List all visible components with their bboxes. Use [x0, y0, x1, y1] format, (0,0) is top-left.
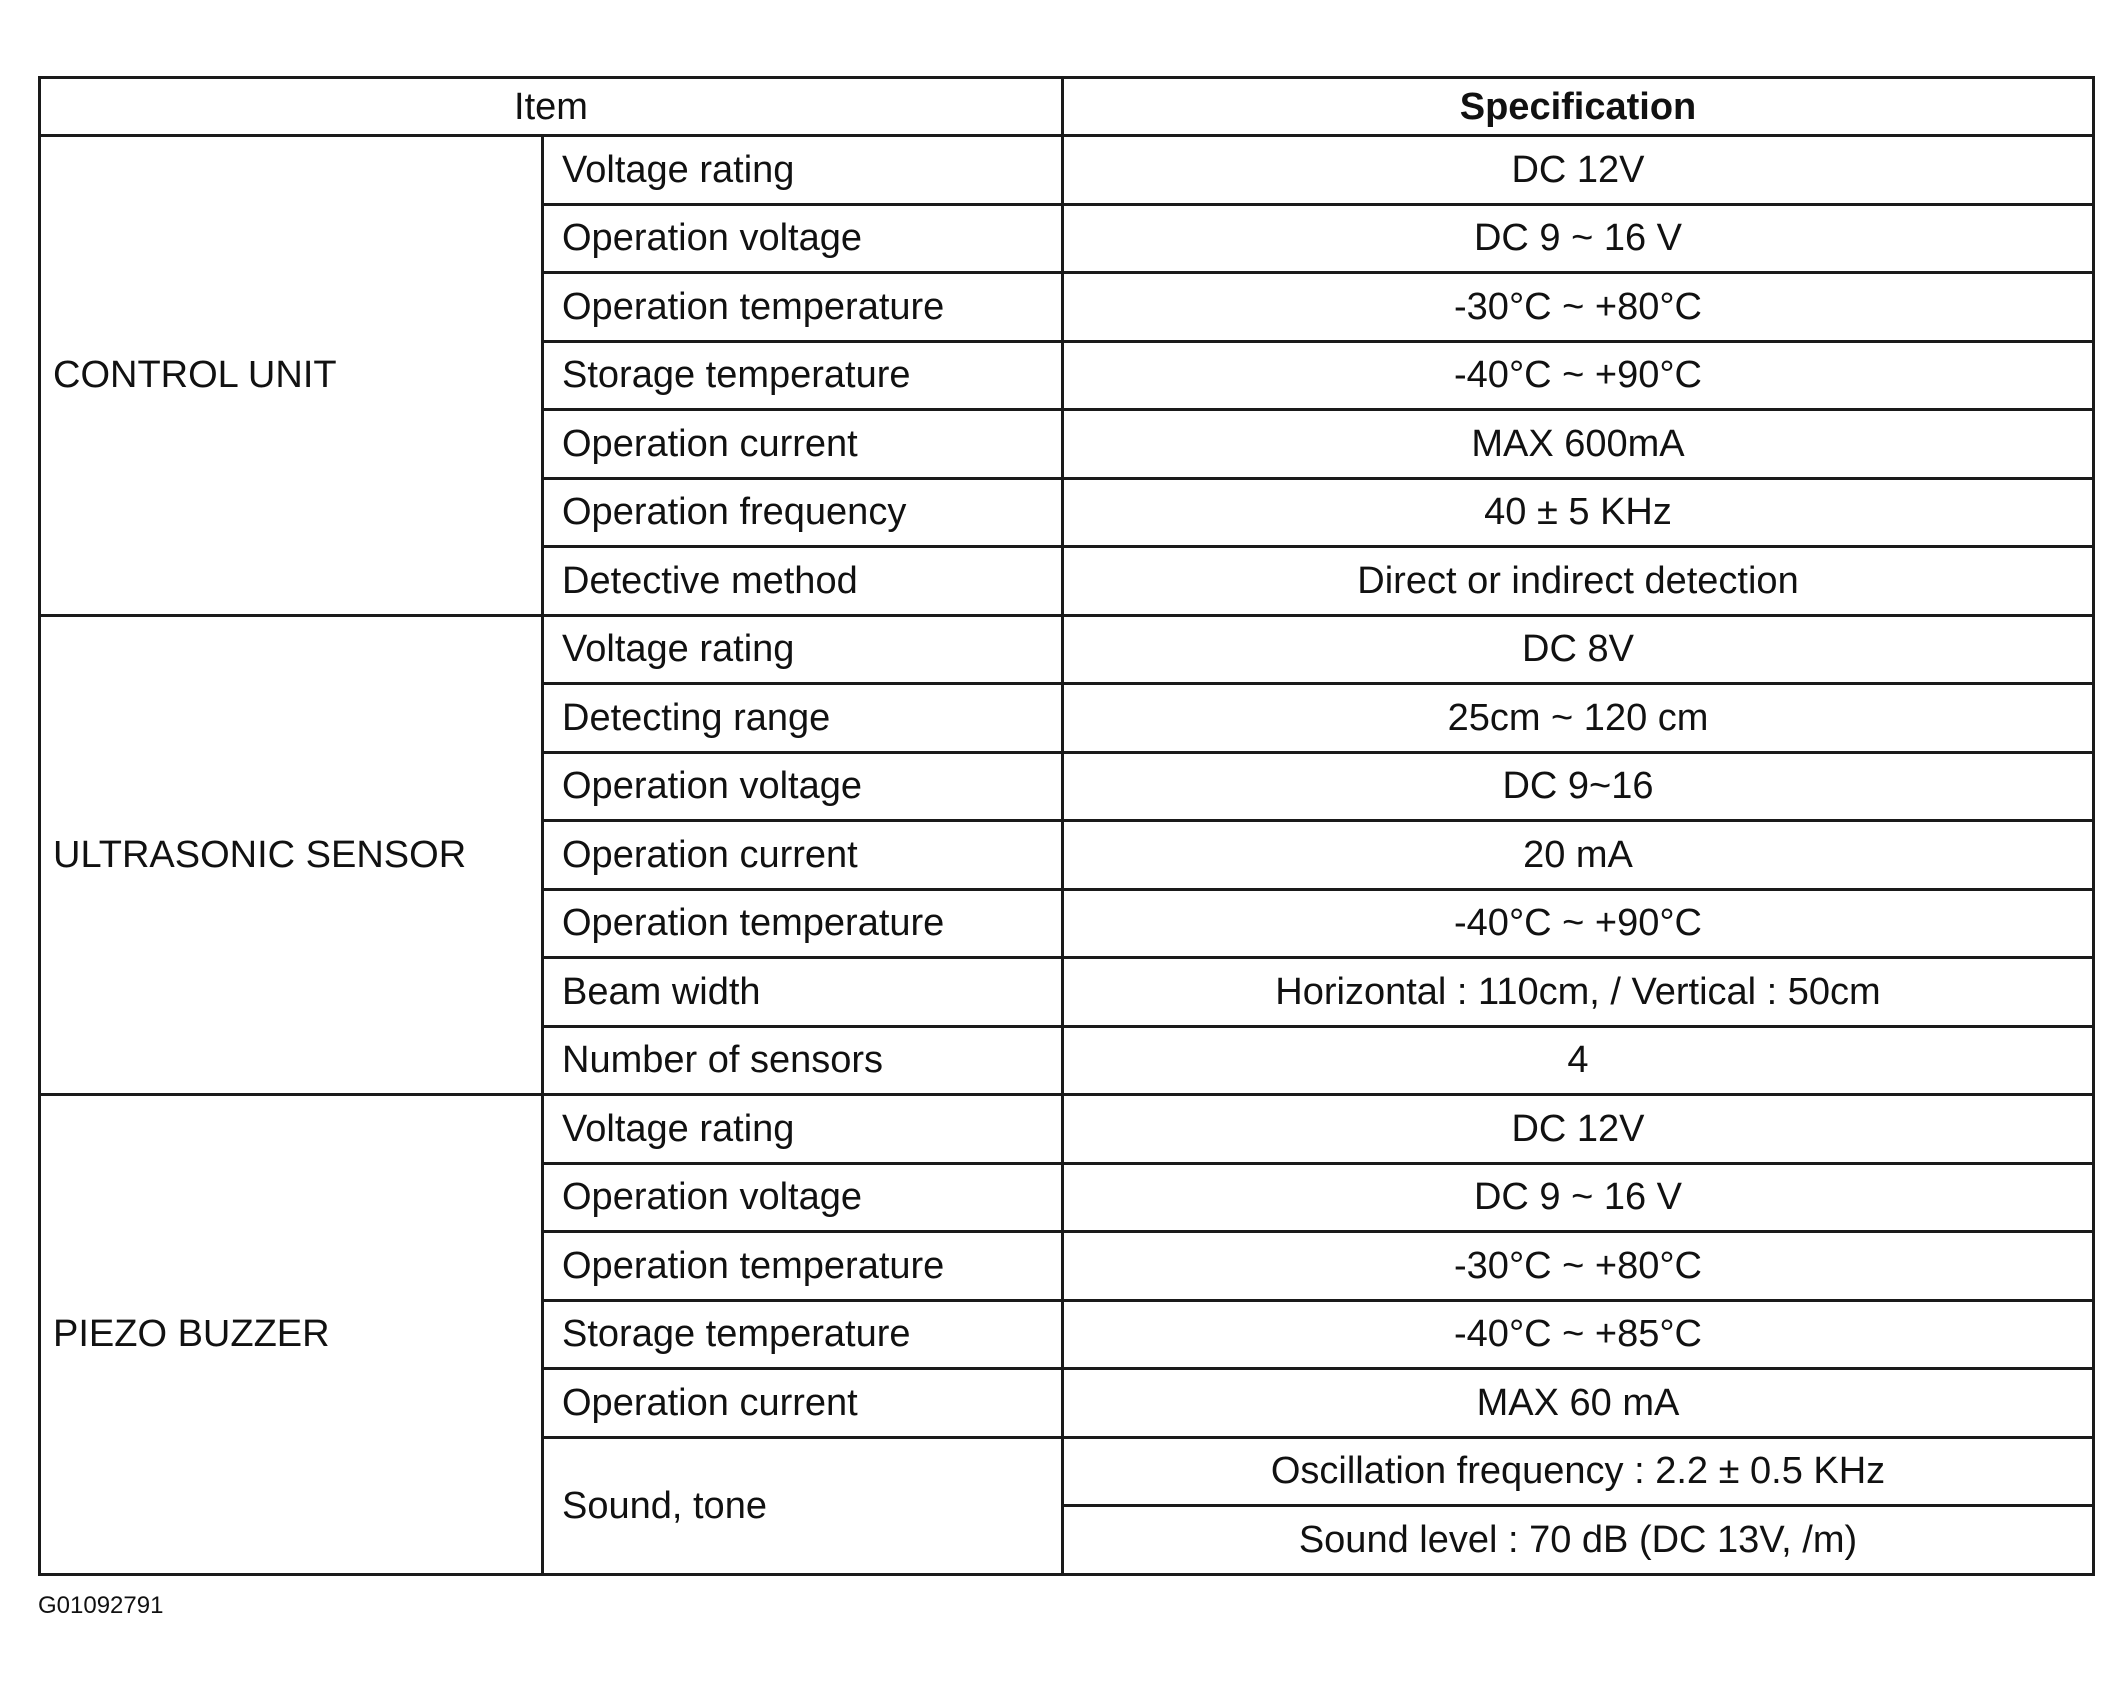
value-cell: DC 9 ~ 16 V	[1063, 204, 2094, 273]
param-cell: Operation voltage	[543, 1163, 1063, 1232]
spec-table	[38, 76, 2095, 1576]
value-cell: DC 9 ~ 16 V	[1063, 1163, 2094, 1232]
value-cell: DC 12V	[1063, 136, 2094, 205]
value-cell: DC 12V	[1063, 1095, 2094, 1164]
header-specification: Specification	[1063, 78, 2094, 136]
value-cell: 25cm ~ 120 cm	[1063, 684, 2094, 753]
param-cell: Operation temperature	[543, 1232, 1063, 1301]
param-cell: Operation current	[543, 821, 1063, 890]
param-cell: Detective method	[543, 547, 1063, 616]
value-cell: -40°C ~ +90°C	[1063, 341, 2094, 410]
header-row	[40, 78, 2094, 136]
param-cell: Voltage rating	[543, 1095, 1063, 1164]
value-cell: 4	[1063, 1026, 2094, 1095]
value-cell: -30°C ~ +80°C	[1063, 273, 2094, 342]
group-label-piezo-buzzer: PIEZO BUZZER	[40, 1095, 543, 1575]
value-cell: DC 8V	[1063, 615, 2094, 684]
group-label-control-unit: CONTROL UNIT	[40, 136, 543, 616]
value-cell: -30°C ~ +80°C	[1063, 1232, 2094, 1301]
param-cell: Sound, tone	[543, 1437, 1063, 1574]
param-cell: Operation current	[543, 1369, 1063, 1438]
value-cell: 40 ± 5 KHz	[1063, 478, 2094, 547]
table-row	[40, 1095, 2094, 1164]
param-cell: Operation voltage	[543, 204, 1063, 273]
param-cell: Beam width	[543, 958, 1063, 1027]
param-cell: Operation temperature	[543, 889, 1063, 958]
param-cell: Detecting range	[543, 684, 1063, 753]
value-cell: DC 9~16	[1063, 752, 2094, 821]
param-cell: Storage temperature	[543, 1300, 1063, 1369]
table-row	[40, 615, 2094, 684]
value-cell: 20 mA	[1063, 821, 2094, 890]
param-cell: Storage temperature	[543, 341, 1063, 410]
value-cell: Horizontal : 110cm, / Vertical : 50cm	[1063, 958, 2094, 1027]
group-label-ultrasonic-sensor: ULTRASONIC SENSOR	[40, 615, 543, 1095]
param-cell: Operation frequency	[543, 478, 1063, 547]
value-cell: Oscillation frequency : 2.2 ± 0.5 KHz	[1063, 1437, 2094, 1506]
value-cell: Sound level : 70 dB (DC 13V, /m)	[1063, 1506, 2094, 1575]
header-item: Item	[40, 78, 1063, 136]
value-cell: Direct or indirect detection	[1063, 547, 2094, 616]
param-cell: Number of sensors	[543, 1026, 1063, 1095]
param-cell: Voltage rating	[543, 615, 1063, 684]
value-cell: -40°C ~ +85°C	[1063, 1300, 2094, 1369]
table-row	[40, 136, 2094, 205]
value-cell: -40°C ~ +90°C	[1063, 889, 2094, 958]
param-cell: Operation voltage	[543, 752, 1063, 821]
figure-code: G01092791	[38, 1592, 164, 1619]
value-cell: MAX 60 mA	[1063, 1369, 2094, 1438]
param-cell: Voltage rating	[543, 136, 1063, 205]
param-cell: Operation current	[543, 410, 1063, 479]
value-cell: MAX 600mA	[1063, 410, 2094, 479]
param-cell: Operation temperature	[543, 273, 1063, 342]
